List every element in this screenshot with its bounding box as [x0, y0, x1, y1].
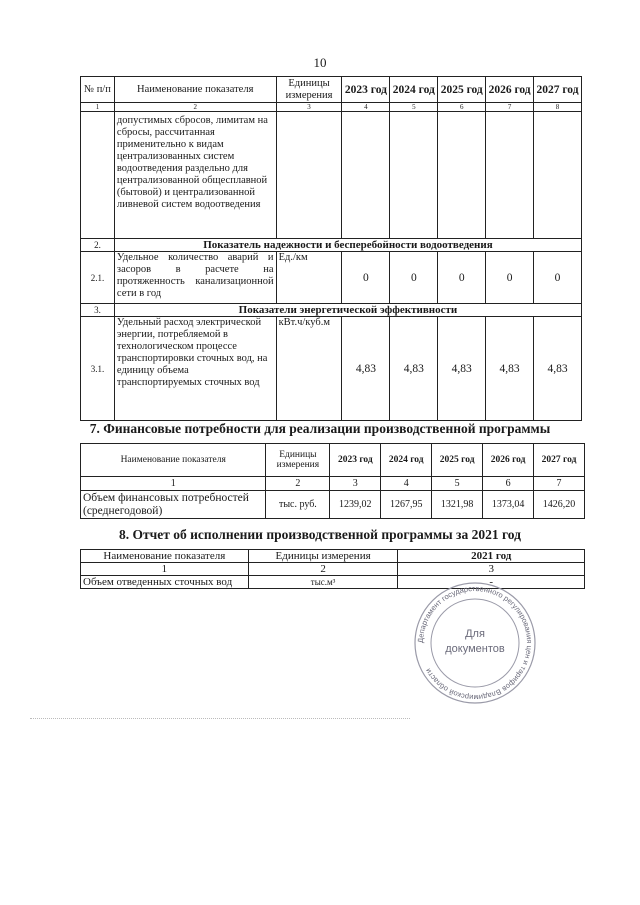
value-cell: - — [398, 576, 585, 589]
row-number: 3.1. — [81, 317, 115, 421]
index-cell: 4 — [342, 103, 390, 112]
index-cell: 3 — [398, 563, 585, 576]
section-row — [81, 304, 582, 317]
index-row — [81, 103, 582, 112]
section-title: Показатели энергетической эффективности — [114, 304, 581, 317]
header-year: 2023 год — [330, 444, 381, 477]
stamp-center-text-2: документов — [445, 643, 505, 655]
index-cell: 1 — [81, 477, 266, 491]
indicators-table — [80, 76, 582, 421]
section-row — [81, 239, 582, 252]
indicator-name: Удельное количество аварий и засоров в расчете на протяженность канализационной сети в год — [114, 252, 276, 304]
indicator-unit: тыс.м³ — [248, 576, 398, 589]
index-cell: 2 — [248, 563, 398, 576]
index-row — [81, 477, 585, 491]
header-year: 2027 год — [534, 77, 582, 103]
header-year: 2024 год — [381, 444, 432, 477]
indicator-name: допустимых сбросов, лимитам на сбросы, рассчитанная применительно к видам централизованных систем водоотведения раздельно для централизованной общесплавной (бытовой) и централизованной ливневой систем водоотведения — [114, 112, 276, 239]
value-cell: 0 — [390, 252, 438, 304]
table-header-row — [81, 550, 585, 563]
scan-noise-line — [30, 718, 410, 721]
index-cell: 7 — [534, 477, 585, 491]
index-cell: 5 — [390, 103, 438, 112]
header-name: Наименование показателя — [81, 550, 249, 563]
value-cell: 0 — [486, 252, 534, 304]
table-row — [81, 317, 582, 421]
table-header-row — [81, 444, 585, 477]
value-cell: 4,83 — [438, 317, 486, 421]
row-number: 2.1. — [81, 252, 115, 304]
header-year: 2024 год — [390, 77, 438, 103]
header-unit: Единицы измерения — [266, 444, 330, 477]
section-number: 2. — [81, 239, 115, 252]
value-cell: 0 — [438, 252, 486, 304]
indicator-name: Удельный расход электрической энергии, потребляемой в технологическом процессе транспортировки сточных вод, на единицу объема транспортируемых сточных вод — [114, 317, 276, 421]
value-cell: 0 — [342, 252, 390, 304]
index-cell: 1 — [81, 103, 115, 112]
index-cell: 8 — [534, 103, 582, 112]
header-year: 2023 год — [342, 77, 390, 103]
header-unit: Единицы измерения — [276, 77, 342, 103]
index-cell: 1 — [81, 563, 249, 576]
official-stamp — [406, 582, 544, 705]
table-row — [81, 491, 585, 519]
page-number: 10 — [313, 55, 327, 70]
section-7-title: 7. Финансовые потребности для реализации производственной программы — [89, 421, 551, 436]
section-8-title: 8. Отчет об исполнении производственной программы за 2021 год — [119, 527, 521, 542]
table-row — [81, 252, 582, 304]
value-cell: 4,83 — [342, 317, 390, 421]
header-year: 2025 год — [432, 444, 483, 477]
header-name: Наименование показателя — [114, 77, 276, 103]
header-name: Наименование показателя — [81, 444, 266, 477]
header-year: 2025 год — [438, 77, 486, 103]
value-cell: 1373,04 — [483, 491, 534, 519]
index-cell: 5 — [432, 477, 483, 491]
value-cell: 1267,95 — [381, 491, 432, 519]
index-cell: 3 — [330, 477, 381, 491]
value-cell: 4,83 — [390, 317, 438, 421]
section-title: Показатель надежности и бесперебойности водоотведения — [114, 239, 581, 252]
stamp-center-text-1: Для — [465, 628, 485, 640]
value-cell: 4,83 — [534, 317, 582, 421]
index-cell: 2 — [114, 103, 276, 112]
indicator-unit: Ед./км — [276, 252, 342, 304]
indicator-name: Объем финансовых потребностей (среднегодовой) — [81, 491, 266, 519]
financial-table — [80, 443, 585, 519]
indicator-unit: кВт.ч/куб.м — [276, 317, 342, 421]
header-num: № п/п — [81, 77, 115, 103]
value-cell: 4,83 — [486, 317, 534, 421]
indicator-unit: тыс. руб. — [266, 491, 330, 519]
header-unit: Единицы измерения — [248, 550, 398, 563]
index-cell: 4 — [381, 477, 432, 491]
header-year: 2027 год — [534, 444, 585, 477]
table-header-row — [81, 77, 582, 103]
index-cell: 2 — [266, 477, 330, 491]
value-cell: 1239,02 — [330, 491, 381, 519]
header-year: 2026 год — [483, 444, 534, 477]
header-year: 2021 год — [398, 550, 585, 563]
index-row — [81, 563, 585, 576]
value-cell: 1426,20 — [534, 491, 585, 519]
value-cell: 1321,98 — [432, 491, 483, 519]
index-cell: 7 — [486, 103, 534, 112]
stamp-ring-text: Департамент государственного регулирования цен и тарифов Владимирской области — [415, 583, 535, 703]
index-cell: 3 — [276, 103, 342, 112]
index-cell: 6 — [483, 477, 534, 491]
value-cell: 0 — [534, 252, 582, 304]
indicator-name: Объем отведенных сточных вод — [81, 576, 249, 589]
index-cell: 6 — [438, 103, 486, 112]
header-year: 2026 год — [486, 77, 534, 103]
table-row — [81, 112, 582, 239]
section-number: 3. — [81, 304, 115, 317]
